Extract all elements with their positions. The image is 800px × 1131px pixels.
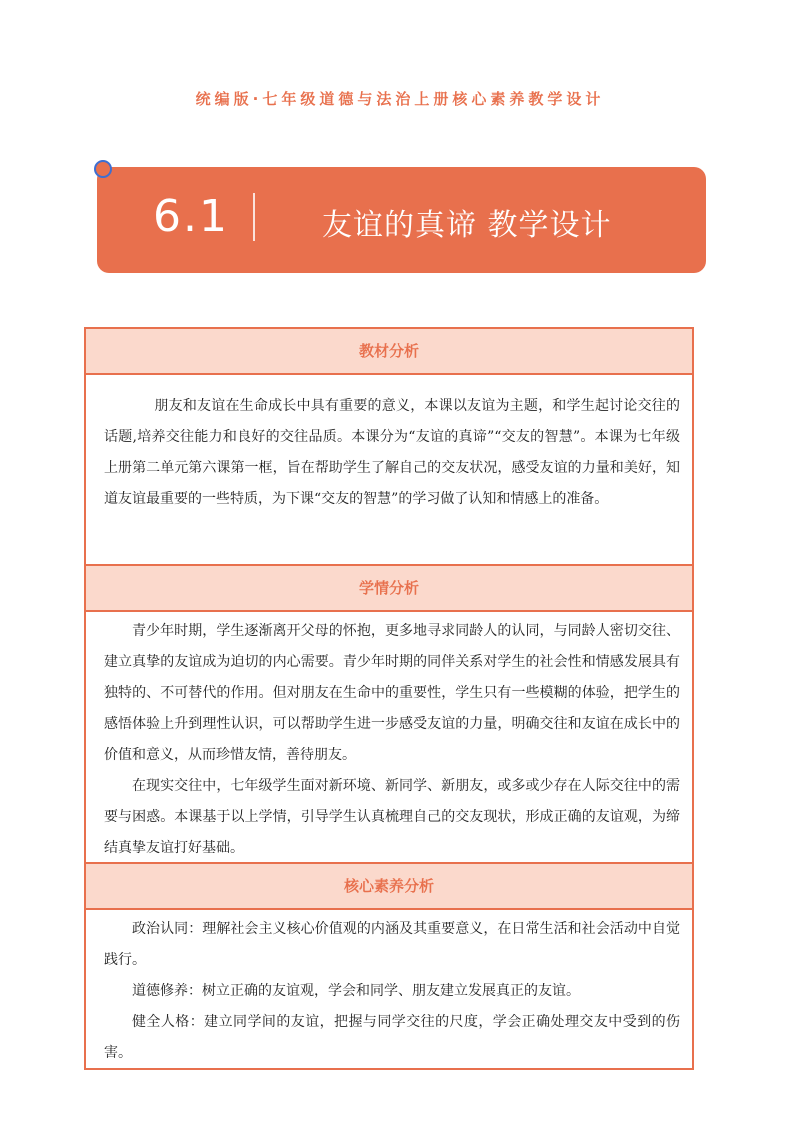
- banner-dot-decoration: [94, 160, 112, 178]
- paragraph: 朋友和友谊在生命成长中具有重要的意义，本课以友谊为主题，和学生起讨论交往的话题,培养交往能力和良好的交往品质。本课分为“友谊的真谛”“交友的智慧”。本课为七年级上册第二单元第六课第一框，旨在帮助学生了解自己的交友状况，感受友谊的力量和美好，知道友谊最重要的一些特质，为下课“交友的智慧”的学习做了认知和情感上的准备。: [104, 398, 680, 507]
- paragraph: 青少年时期，学生逐渐离开父母的怀抱，更多地寻求同龄人的认同，与同龄人密切交往、建立真挚的友谊成为迫切的内心需要。青少年时期的同伴关系对学生的社会性和情感发展具有独特的、不可替代的作用。但对朋友在生命中的重要性，学生只有一些模糊的体验，把学生的感悟体验上升到理性认识，可以帮助学生进一步感受友谊的力量，明确交往和友谊在成长中的价值和意义，从而珍惜友情，善待朋友。: [104, 623, 680, 763]
- section-heading-students: 学情分析: [86, 564, 692, 612]
- paragraph: 道德修养：树立正确的友谊观，学会和同学、朋友建立发展真正的友谊。: [132, 983, 580, 999]
- section-body-textbook: [86, 375, 692, 564]
- lesson-title: 友谊的真谛 教学设计: [322, 208, 612, 243]
- paragraph: 健全人格：建立同学间的友谊，把握与同学交往的尺度，学会正确处理交友中受到的伤害。: [104, 1014, 680, 1061]
- banner-divider: [253, 193, 255, 241]
- page-header: 统编版·七年级道德与法治上册核心素养教学设计: [195, 90, 605, 108]
- lesson-number: 6.1: [153, 191, 229, 242]
- section-heading-textbook: 教材分析: [86, 329, 692, 375]
- section-heading-core-literacy: 核心素养分析: [86, 862, 692, 910]
- section-body-core-literacy: [86, 910, 692, 1068]
- section-body-students: [86, 612, 692, 862]
- paragraph: 政治认同：理解社会主义核心价值观的内涵及其重要意义，在日常生活和社会活动中自觉践行。: [104, 921, 680, 968]
- lesson-banner: [97, 167, 706, 273]
- analysis-table: [84, 327, 694, 1070]
- paragraph: 在现实交往中，七年级学生面对新环境、新同学、新朋友，或多或少存在人际交往中的需要与困惑。本课基于以上学情，引导学生认真梳理自己的交友现状，形成正确的友谊观，为缔结真挚友谊打好基础。: [104, 778, 680, 856]
